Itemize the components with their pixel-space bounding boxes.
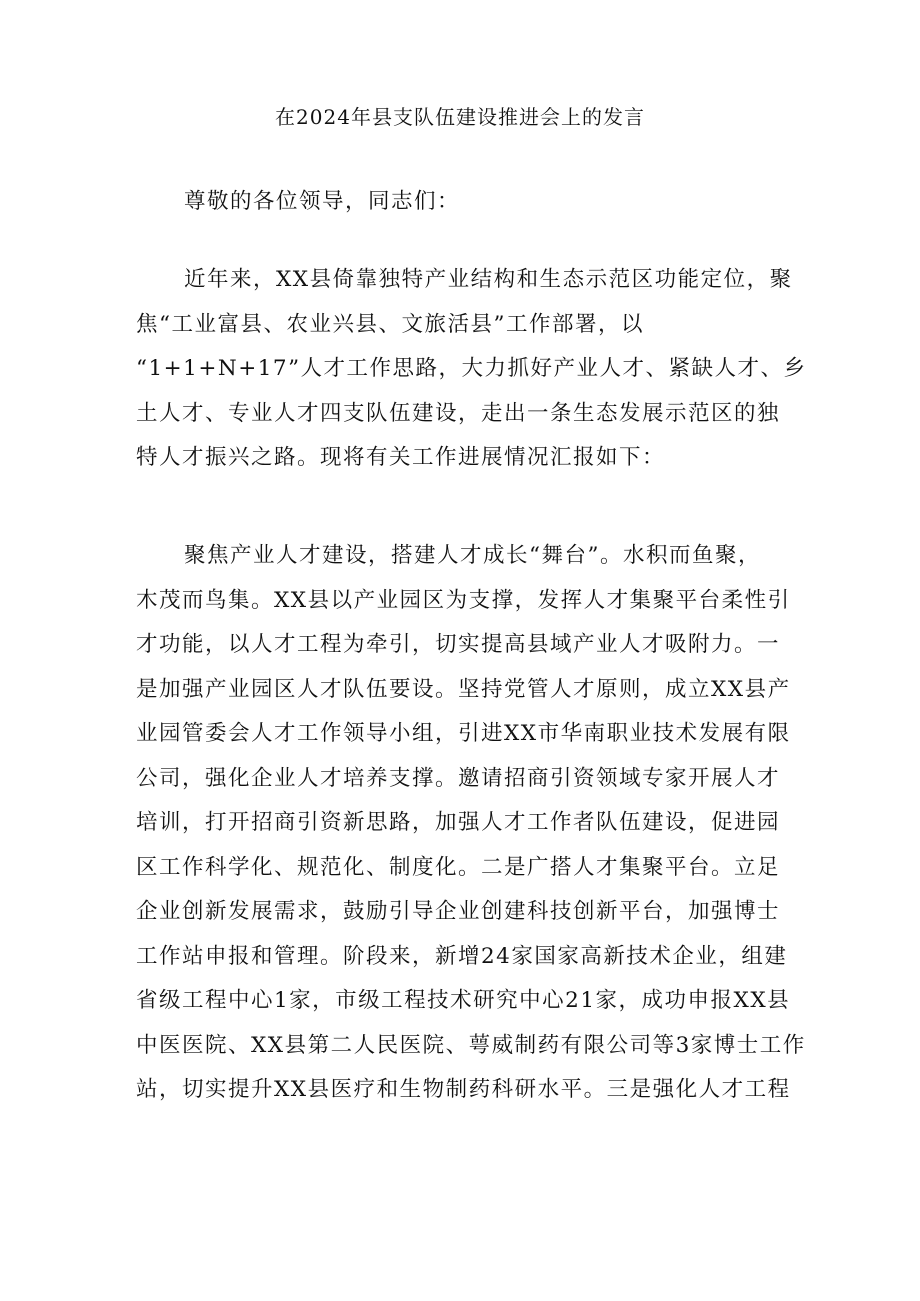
text-line: 区工作科学化、规范化、制度化。二是广搭人才集聚平台。立足 [136,854,781,880]
salutation-text: 尊敬的各位领导，同志们： [184,189,461,214]
document-title: 在2024年县支队伍建设推进会上的发言 [275,105,645,129]
text-line: 木茂而鸟集。XX县以产业园区为支撑，发挥人才集聚平台柔性引 [136,587,791,613]
text-line: 企业创新发展需求，鼓励引导企业创建科技创新平台，加强博士 [136,899,781,924]
text-line: 业园管委会人才工作领导小组，引进XX市华南职业技术发展有限 [136,721,791,746]
text-line: 近年来，XX县倚靠独特产业结构和生态示范区功能定位，聚 [184,267,793,292]
text-line: “1+1+N+17”人才工作思路，大力抓好产业人才、紧缺人才、乡 [136,356,807,381]
text-line: 省级工程中心1家，市级工程技术研究中心21家，成功申报XX县 [136,988,791,1013]
text-line: 特人才振兴之路。现将有关工作进展情况汇报如下： [136,445,666,470]
text-line: 聚焦产业人才建设，搭建人才成长“舞台”。水积而鱼聚， [184,543,761,568]
text-line: 站，切实提升XX县医疗和生物制药科研水平。三是强化人才工程 [136,1077,791,1102]
text-line: 焦“工业富县、农业兴县、文旅活县”工作部署，以 [136,311,644,337]
text-line: 培训，打开招商引资新思路，加强人才工作者队伍建设，促进园 [136,810,781,835]
text-line: 公司，强化企业人才培养支撑。邀请招商引资领域专家开展人才 [136,765,781,791]
text-line: 土人才、专业人才四支队伍建设，走出一条生态发展示范区的独 [136,400,781,426]
text-line: 是加强产业园区人才队伍要设。坚持党管人才原则，成立XX县产 [136,676,791,702]
paragraph-intro [136,258,807,481]
paragraph-industry-talent [136,534,806,1113]
text-line: 工作站申报和管理。阶段来，新增24家国家高新技术企业，组建 [136,943,788,969]
text-line: 中医医院、XX县第二人民医院、萼威制药有限公司等3家博士工作 [136,1032,806,1058]
salutation [136,180,786,225]
text-line: 才功能，以人才工程为牵引，切实提高县域产业人才吸附力。一 [136,632,781,657]
